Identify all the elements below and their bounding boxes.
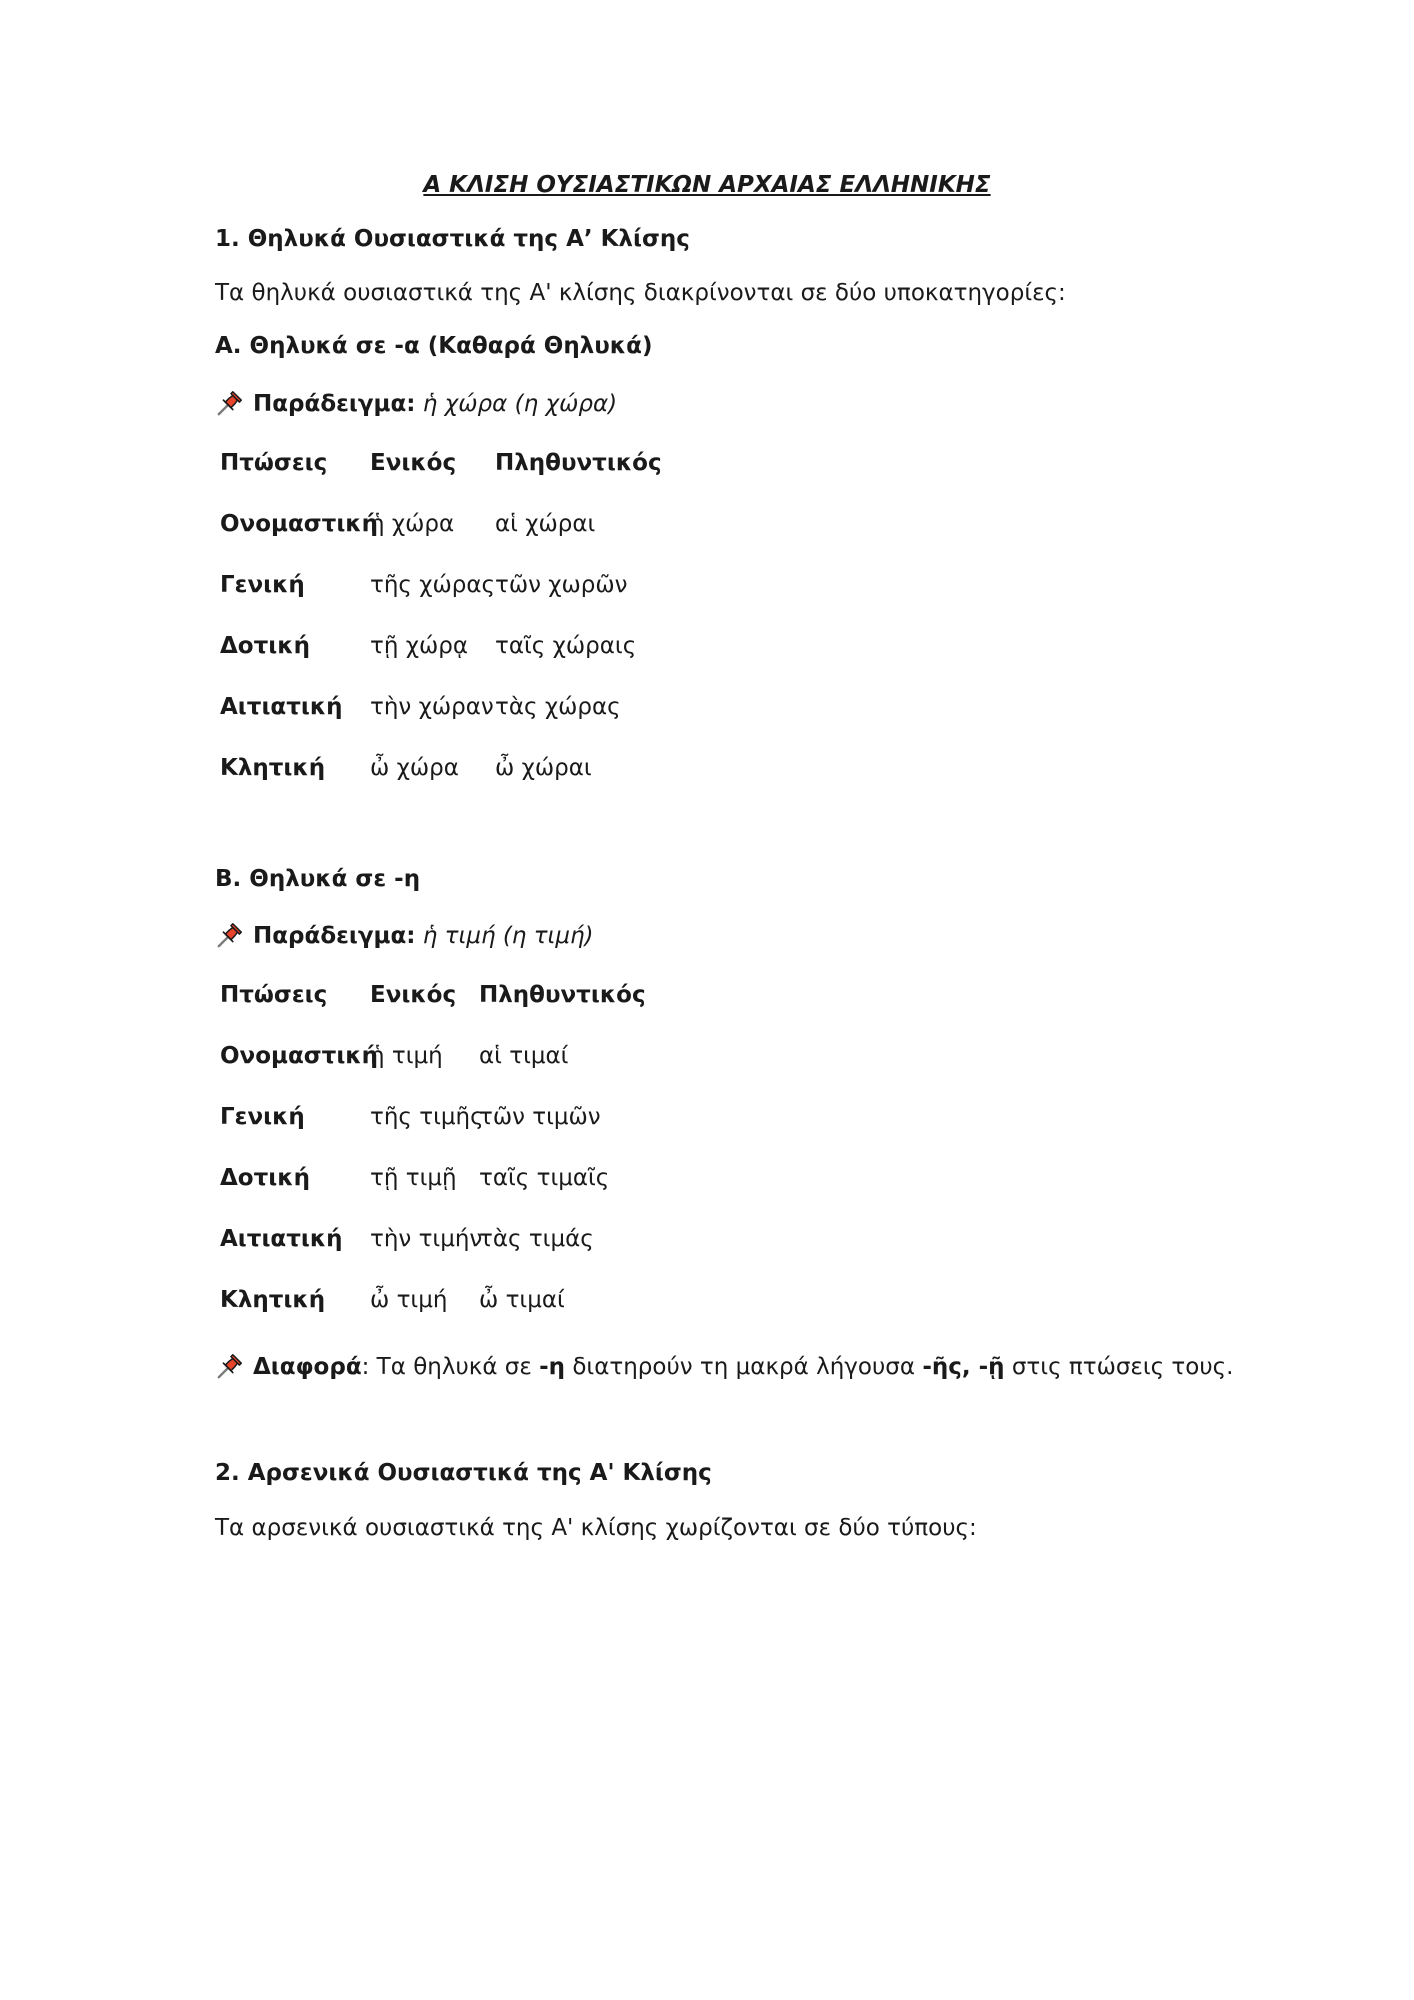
- table-cell-singular: τῇ χώρᾳ: [370, 633, 469, 659]
- table-header: Ενικός: [370, 450, 457, 476]
- subsection-a-example: [215, 388, 617, 418]
- pushpin-icon: [215, 1351, 245, 1381]
- table-header: Πτώσεις: [220, 450, 328, 476]
- table-cell-singular: ὦ χώρα: [370, 755, 459, 781]
- table-cell-plural: ταῖς τιμαῖς: [479, 1165, 610, 1191]
- table-cell-singular: τῆς τιμῆς: [370, 1104, 484, 1130]
- table-cell-plural: τὰς τιμάς: [479, 1226, 594, 1252]
- table-cell-case: Ονομαστική: [220, 511, 379, 537]
- table-cell-case: Γενική: [220, 1104, 305, 1130]
- table-header: Πληθυντικός: [479, 982, 646, 1008]
- subsection-a-heading: Α. Θηλυκά σε -α (Καθαρά Θηλυκά): [215, 333, 653, 359]
- difference-note: [215, 1351, 1233, 1381]
- pushpin-icon: [215, 920, 245, 950]
- note-text: στις πτώσεις τους.: [1004, 1354, 1234, 1380]
- note-label: Διαφορά: [253, 1354, 362, 1380]
- section-1-heading: 1. Θηλυκά Ουσιαστικά της Α’ Κλίσης: [215, 226, 690, 252]
- table-cell-case: Δοτική: [220, 633, 310, 659]
- subsection-b-heading: Β. Θηλυκά σε -η: [215, 866, 421, 892]
- table-cell-singular: ὦ τιμή: [370, 1287, 448, 1313]
- section-1-intro: Τα θηλυκά ουσιαστικά της Α' κλίσης διακρίνονται σε δύο υποκατηγορίες:: [215, 280, 1066, 306]
- note-bold-ending: -η: [539, 1354, 566, 1380]
- example-label: Παράδειγμα:: [253, 391, 416, 417]
- table-cell-plural: αἱ χώραι: [495, 511, 596, 537]
- table-cell-plural: αἱ τιμαί: [479, 1043, 569, 1069]
- table-cell-singular: ἡ χώρα: [370, 511, 455, 537]
- table-header: Πληθυντικός: [495, 450, 662, 476]
- table-cell-case: Ονομαστική: [220, 1043, 379, 1069]
- table-cell-case: Αιτιατική: [220, 694, 343, 720]
- table-header: Πτώσεις: [220, 982, 328, 1008]
- table-cell-singular: τῇ τιμῇ: [370, 1165, 457, 1191]
- table-cell-case: Γενική: [220, 572, 305, 598]
- table-cell-case: Κλητική: [220, 1287, 326, 1313]
- document-title: Α ΚΛΙΣΗ ΟΥΣΙΑΣΤΙΚΩΝ ΑΡΧΑΙΑΣ ΕΛΛΗΝΙΚΗΣ: [423, 172, 991, 198]
- table-cell-singular: τῆς χώρας: [370, 572, 496, 598]
- section-2-intro: Τα αρσενικά ουσιαστικά της Α' κλίσης χωρίζονται σε δύο τύπους:: [215, 1515, 977, 1541]
- table-cell-case: Δοτική: [220, 1165, 310, 1191]
- note-bold-ending: -ῆς, -ῇ: [922, 1354, 1005, 1380]
- pushpin-icon: [215, 388, 245, 418]
- table-cell-plural: ταῖς χώραις: [495, 633, 637, 659]
- table-cell-plural: τῶν χωρῶν: [495, 572, 628, 598]
- table-cell-plural: ὦ τιμαί: [479, 1287, 565, 1313]
- example-label: Παράδειγμα:: [253, 923, 416, 949]
- table-cell-singular: τὴν χώραν: [370, 694, 494, 720]
- table-cell-case: Κλητική: [220, 755, 326, 781]
- table-cell-plural: τὰς χώρας: [495, 694, 621, 720]
- example-text: ἡ τιμή (η τιμή): [422, 923, 594, 949]
- section-2-heading: 2. Αρσενικά Ουσιαστικά της Α' Κλίσης: [215, 1460, 712, 1486]
- table-header: Ενικός: [370, 982, 457, 1008]
- note-text: διατηρούν τη μακρά λήγουσα: [565, 1354, 923, 1380]
- example-text: ἡ χώρα (η χώρα): [422, 391, 618, 417]
- subsection-b-example: [215, 920, 594, 950]
- table-cell-case: Αιτιατική: [220, 1226, 343, 1252]
- table-cell-plural: ὦ χώραι: [495, 755, 592, 781]
- table-cell-singular: τὴν τιμήν: [370, 1226, 483, 1252]
- table-cell-plural: τῶν τιμῶν: [479, 1104, 601, 1130]
- note-text: : Τα θηλυκά σε: [361, 1354, 540, 1380]
- table-cell-singular: ἡ τιμή: [370, 1043, 443, 1069]
